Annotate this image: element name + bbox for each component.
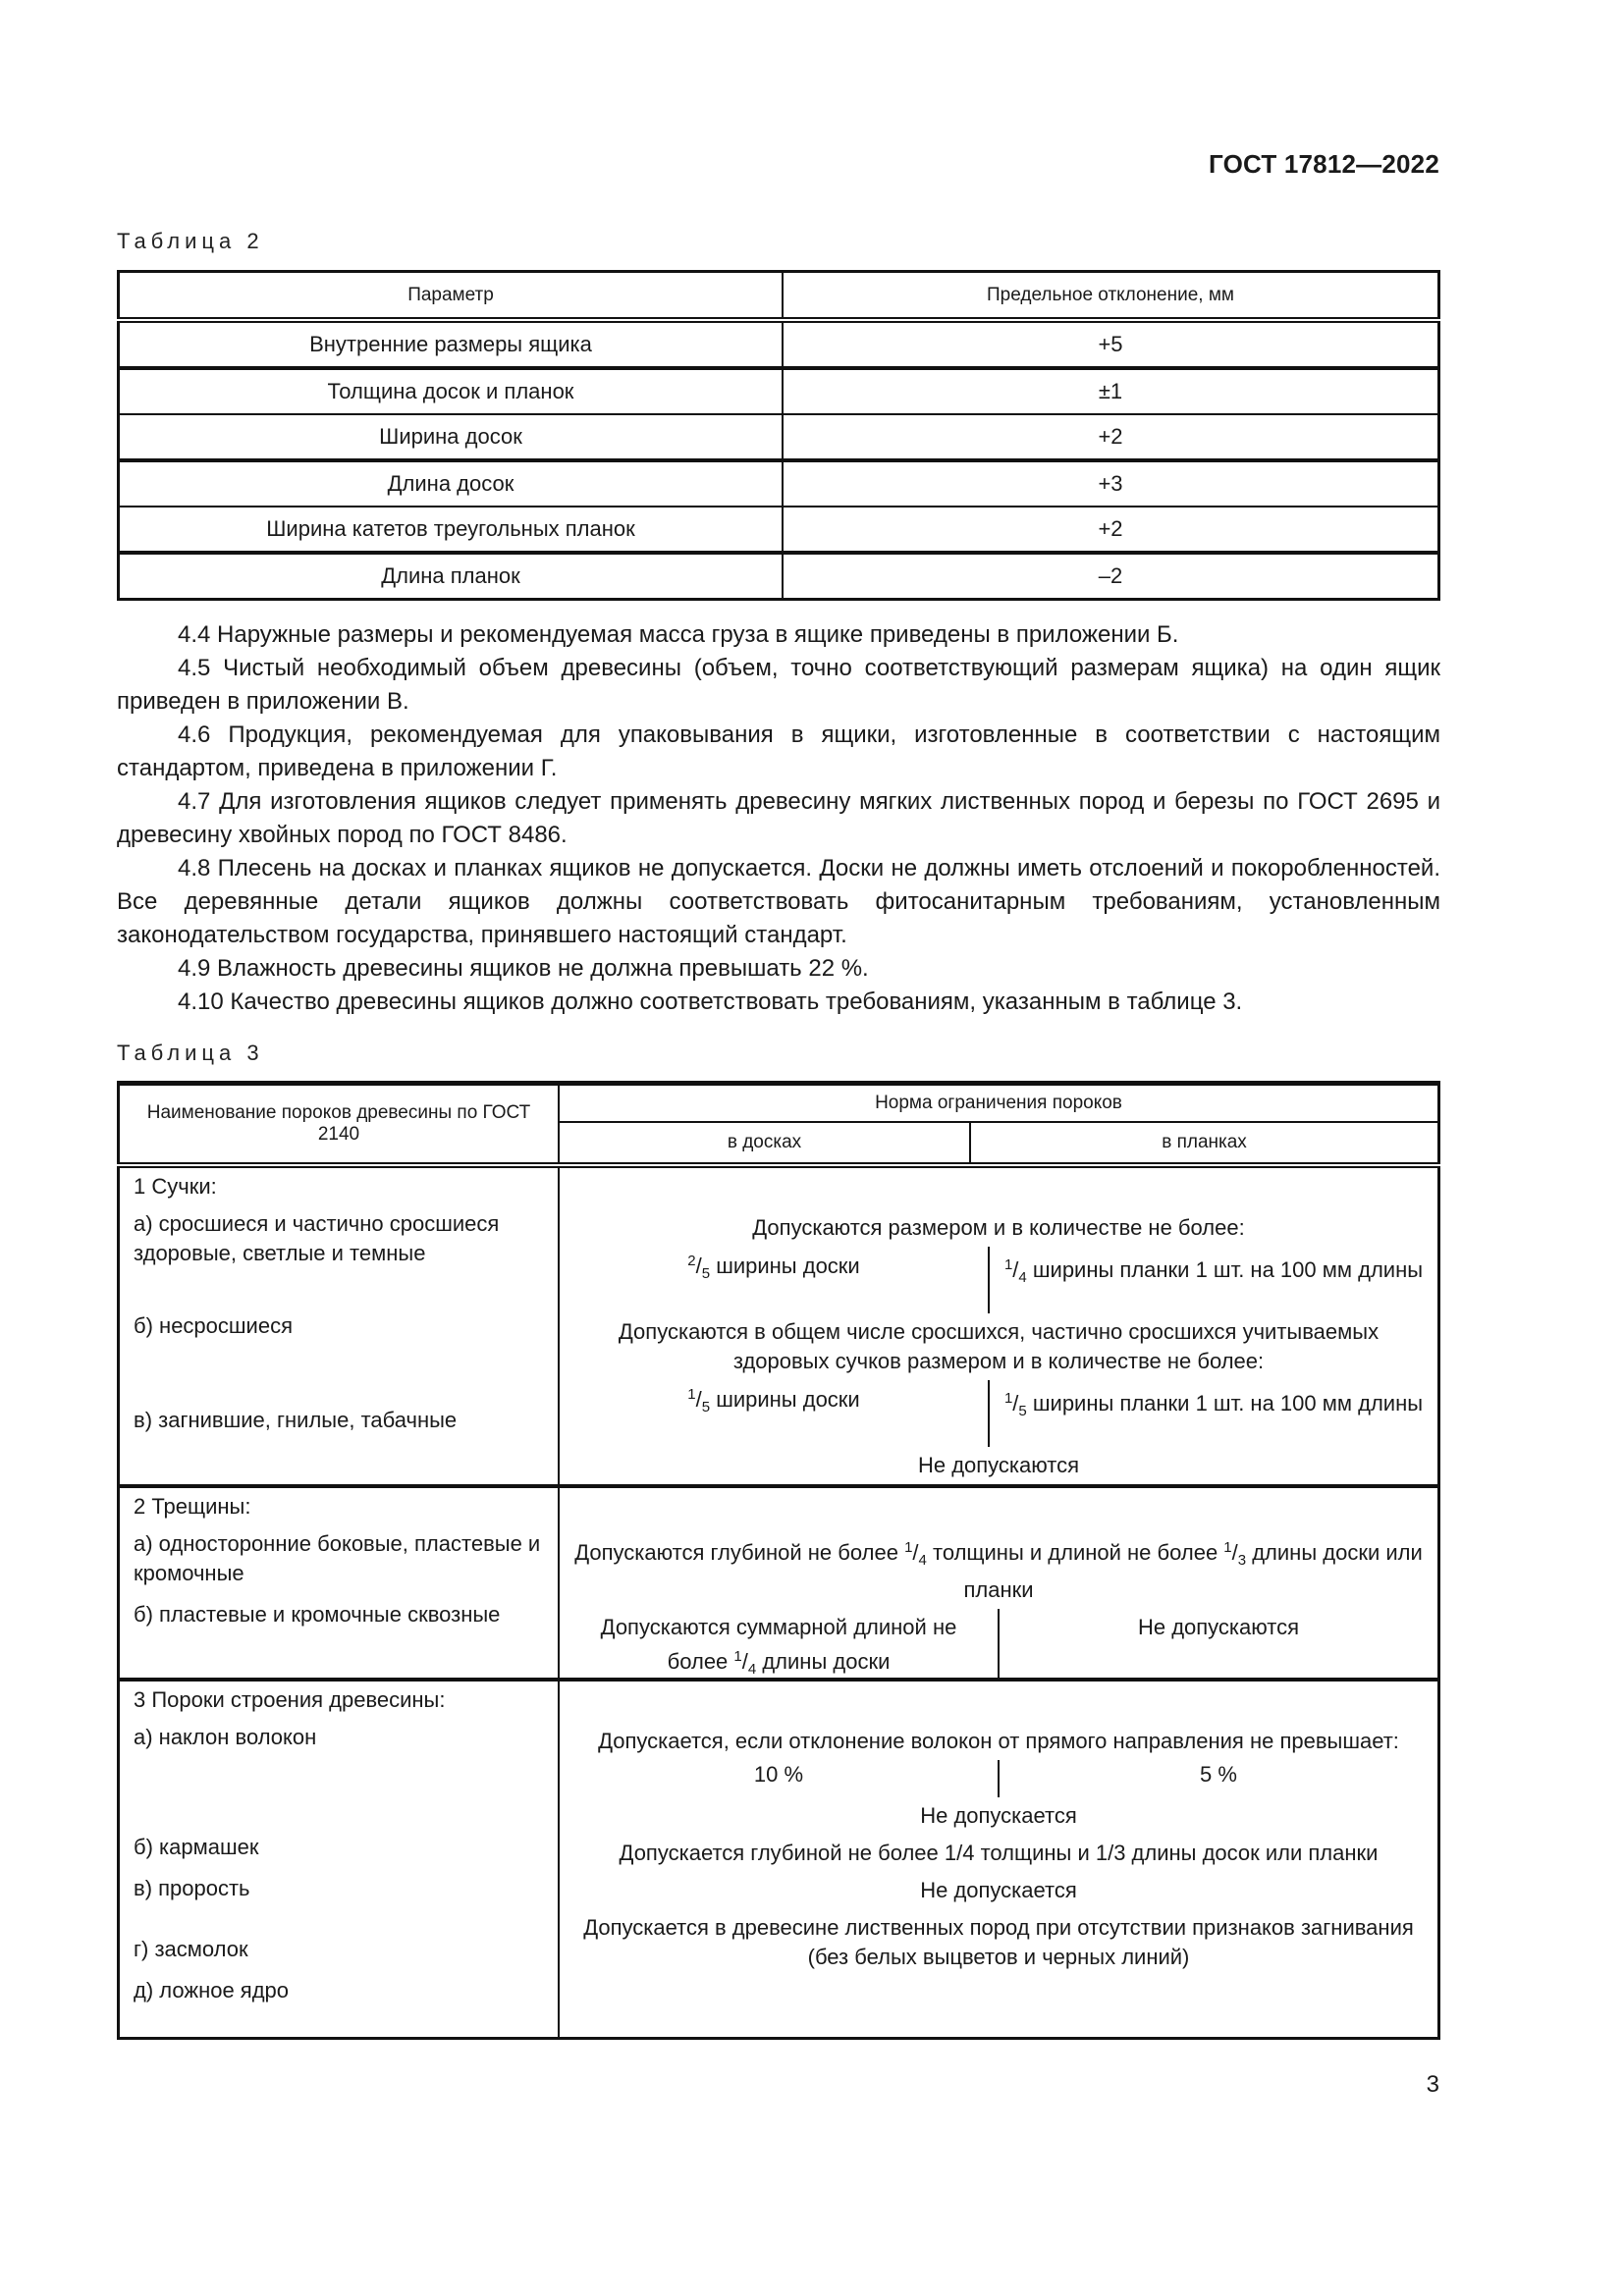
norm-text: Не допускаются [917,1453,1080,1477]
norm-text: Допускаются размером и в количестве не более: [752,1215,1245,1240]
table2-cell-value: +5 [783,320,1439,368]
body-paragraphs [117,618,1440,1019]
row-label: а) сросшиеся и частично сросшиеся здоровые, светлые и темные [134,1211,500,1265]
table2-cell-value: +3 [783,460,1439,507]
table2-cell-param: Длина досок [119,460,784,507]
table2-cell-value: –2 [783,553,1439,600]
table-row [119,414,1439,460]
norm-laths: Не допускаются [1137,1615,1300,1639]
row-label: б) пластевые и кромочные сквозные [134,1602,501,1627]
row-label: а) наклон волокон [134,1725,317,1749]
page-number: 3 [1426,2071,1439,2098]
table-row [119,368,1439,414]
table2-cell-value: ±1 [783,368,1439,414]
table-row [119,553,1439,600]
row-label: в) загнившие, гнилые, табачные [134,1408,458,1432]
group-title: 2 Трещины: [134,1494,251,1519]
row-label: б) кармашек [134,1835,259,1859]
norm-text: Допускается глубиной не более 1/4 толщины и 1/3 длины досок или планки [619,1841,1379,1865]
row-label: б) несросшиеся [134,1313,293,1338]
table2-header-parameter: Параметр [119,272,784,321]
table2-cell-param: Толщина досок и планок [119,368,784,414]
norm-text: Допускается в древесине лиственных пород при отсутствии признаков загнивания (без белых выцветов и черных линий) [583,1915,1414,1969]
paragraph-4-8: 4.8 Плесень на досках и планках ящиков не допускается. Доски не должны иметь отслоений и покоробленностей. Все деревянные детали ящиков должны соответствовать фитосанитарным требованиям, установленным законодательством государства, принявшего настоящий стандарт. [117,855,1440,948]
table3-group-structure [119,1680,1439,2039]
table3-group-knots [119,1165,1439,1486]
norm-laths: $^1/_5$ ширины планки 1 шт. на 100 мм длины [1003,1390,1424,1419]
norm-boards: $^2/_5$ ширины доски [560,1247,990,1313]
norm-boards: 10 % [560,1760,1000,1797]
norm-boards: Допускаются суммарной длиной не более $^1/_4$ длины доски [560,1609,1000,1678]
group-title: 3 Пороки строения древесины: [134,1687,446,1712]
document-code: ГОСТ 17812—2022 [1209,149,1439,179]
paragraph-4-5: 4.5 Чистый необходимый объем древесины (объем, точно соответствующий размерам ящика) на один ящик приведен в приложении В. [117,655,1440,715]
table2-header-deviation: Предельное отклонение, мм [783,272,1439,321]
table-2 [117,270,1440,601]
table2-cell-param: Ширина досок [119,414,784,460]
table3-group-cracks [119,1486,1439,1680]
table3-header-norm-group: Норма ограничения пороков [559,1084,1439,1123]
norm-text: Допускаются глубиной не более $^1/_4$ толщины и длиной не более $^1/_3$ длины доски или планки [574,1539,1423,1602]
paragraph-4-7: 4.7 Для изготовления ящиков следует применять древесину мягких лиственных пород и березы по ГОСТ 2695 и древесину хвойных пород по ГОСТ 8486. [117,788,1440,848]
table2-caption: Таблица 2 [117,229,264,253]
group-title: 1 Сучки: [134,1174,217,1199]
table-row [119,320,1439,368]
norm-laths: $^1/_4$ ширины планки 1 шт. на 100 мм длины [1003,1256,1424,1286]
paragraph-4-6: 4.6 Продукция, рекомендуемая для упаковывания в ящики, изготовленные в соответствии с настоящим стандартом, приведена в приложении Г. [117,721,1440,781]
norm-laths: 5 % [1200,1762,1237,1787]
table2-cell-value: +2 [783,507,1439,553]
table-row [119,460,1439,507]
norm-boards: $^1/_5$ ширины доски [560,1380,990,1447]
table3-header-boards: в досках [559,1122,970,1165]
norm-text: Допускается, если отклонение волокон от прямого направления не превышает: [598,1729,1399,1753]
paragraph-4-4: 4.4 Наружные размеры и рекомендуемая масса груза в ящике приведены в приложении Б. [178,621,1179,648]
row-label: а) односторонние боковые, пластевые и кромочные [134,1531,541,1585]
row-label: в) прорость [134,1876,250,1900]
table3-caption: Таблица 3 [117,1041,264,1065]
table3-header-defect-name: Наименование пороков древесины по ГОСТ 2140 [119,1084,560,1166]
table-3 [117,1081,1440,2040]
table2-cell-param: Длина планок [119,553,784,600]
row-label: г) засмолок [134,1937,248,1961]
paragraph-4-10: 4.10 Качество древесины ящиков должно соответствовать требованиям, указанным в таблице 3. [178,988,1243,1015]
table3-header-laths: в планках [970,1122,1438,1165]
paragraph-4-9: 4.9 Влажность древесины ящиков не должна превышать 22 %. [178,955,869,982]
table-row [119,507,1439,553]
norm-text: Не допускается [920,1803,1077,1828]
row-label: д) ложное ядро [134,1978,290,2002]
table2-cell-param: Ширина катетов треугольных планок [119,507,784,553]
norm-text: Допускаются в общем числе сросшихся, частично сросшихся учитываемых здоровых сучков размером и в количестве не более: [618,1319,1380,1373]
table2-cell-value: +2 [783,414,1439,460]
table2-cell-param: Внутренние размеры ящика [119,320,784,368]
norm-text: Не допускается [920,1878,1077,1902]
